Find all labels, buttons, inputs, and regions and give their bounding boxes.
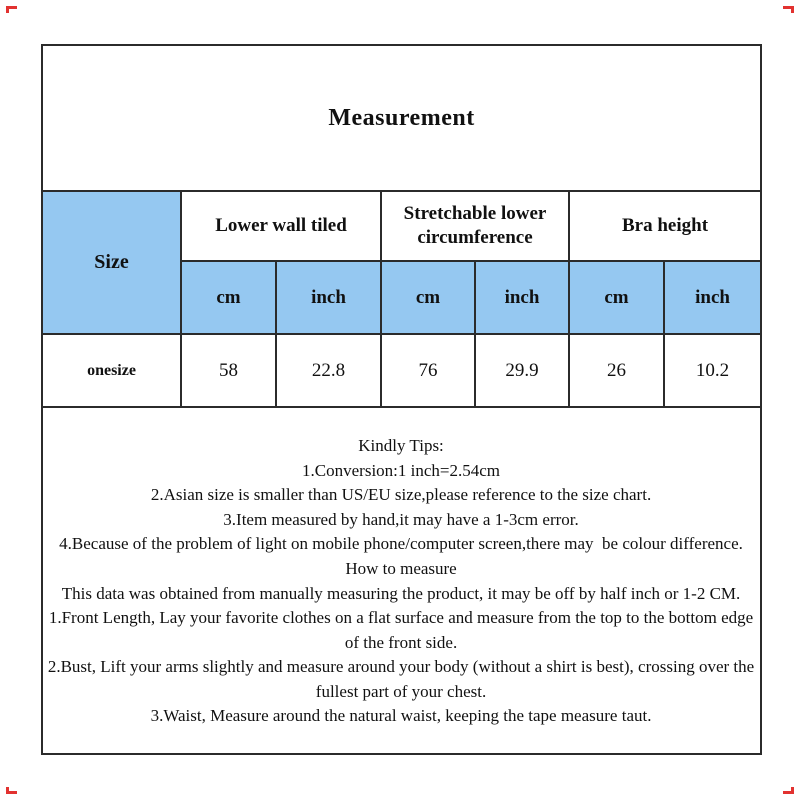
value-bh-cm: 26 bbox=[569, 334, 664, 407]
tip-measure-error: 3.Item measured by hand,it may have a 1-3cm error. bbox=[223, 509, 579, 529]
tip-front-length: 1.Front Length, Lay your favorite clothes on a flat surface and measure from the top to the bottom edge of the front side. bbox=[48, 608, 758, 652]
unit-header-slc-cm: cm bbox=[381, 261, 475, 334]
value-lwt-cm: 58 bbox=[181, 334, 276, 407]
tip-asian-size: 2.Asian size is smaller than US/EU size,please reference to the size chart. bbox=[150, 485, 652, 505]
corner-mark-bottom-left-icon bbox=[6, 787, 17, 794]
table-title: Measurement bbox=[42, 45, 761, 191]
tip-bust: 2.Bust, Lift your arms slightly and measure around your body (without a shirt is best), crossing over the fullest part of your chest. bbox=[47, 657, 759, 701]
value-lwt-inch: 22.8 bbox=[276, 334, 381, 407]
tip-data-obtained: This data was obtained from manually measuring the product, it may be off by half inch or 1-2 CM. bbox=[61, 583, 741, 603]
how-to-measure-heading: How to measure bbox=[345, 558, 457, 578]
value-slc-cm: 76 bbox=[381, 334, 475, 407]
value-slc-inch: 29.9 bbox=[475, 334, 569, 407]
kindly-tips-block bbox=[42, 407, 761, 754]
title-row bbox=[42, 45, 761, 191]
unit-header-bh-cm: cm bbox=[569, 261, 664, 334]
group-header-lower-wall-tiled: Lower wall tiled bbox=[181, 191, 381, 261]
group-header-bra-height: Bra height bbox=[569, 191, 761, 261]
tip-colour-difference: 4.Because of the problem of light on mobile phone/computer screen,there may be colour difference. bbox=[59, 534, 743, 554]
tips-row bbox=[42, 407, 761, 754]
unit-header-lwt-cm: cm bbox=[181, 261, 276, 334]
corner-mark-top-right-icon bbox=[783, 6, 794, 13]
unit-header-slc-inch: inch bbox=[475, 261, 569, 334]
group-header-row bbox=[42, 191, 761, 261]
corner-mark-top-left-icon bbox=[6, 6, 17, 13]
tip-conversion: 1.Conversion:1 inch=2.54cm bbox=[302, 460, 501, 480]
tips-heading: Kindly Tips: bbox=[358, 435, 444, 455]
group-header-stretchable-lower-circumference: Stretchable lower circumference bbox=[381, 191, 569, 261]
unit-header-bh-inch: inch bbox=[664, 261, 761, 334]
table-row-onesize bbox=[42, 334, 761, 407]
size-value: onesize bbox=[42, 334, 181, 407]
size-column-header: Size bbox=[42, 191, 181, 334]
value-bh-inch: 10.2 bbox=[664, 334, 761, 407]
tip-waist: 3.Waist, Measure around the natural waist, keeping the tape measure taut. bbox=[150, 706, 652, 726]
unit-header-lwt-inch: inch bbox=[276, 261, 381, 334]
corner-mark-bottom-right-icon bbox=[783, 787, 794, 794]
measurement-table bbox=[41, 44, 762, 755]
